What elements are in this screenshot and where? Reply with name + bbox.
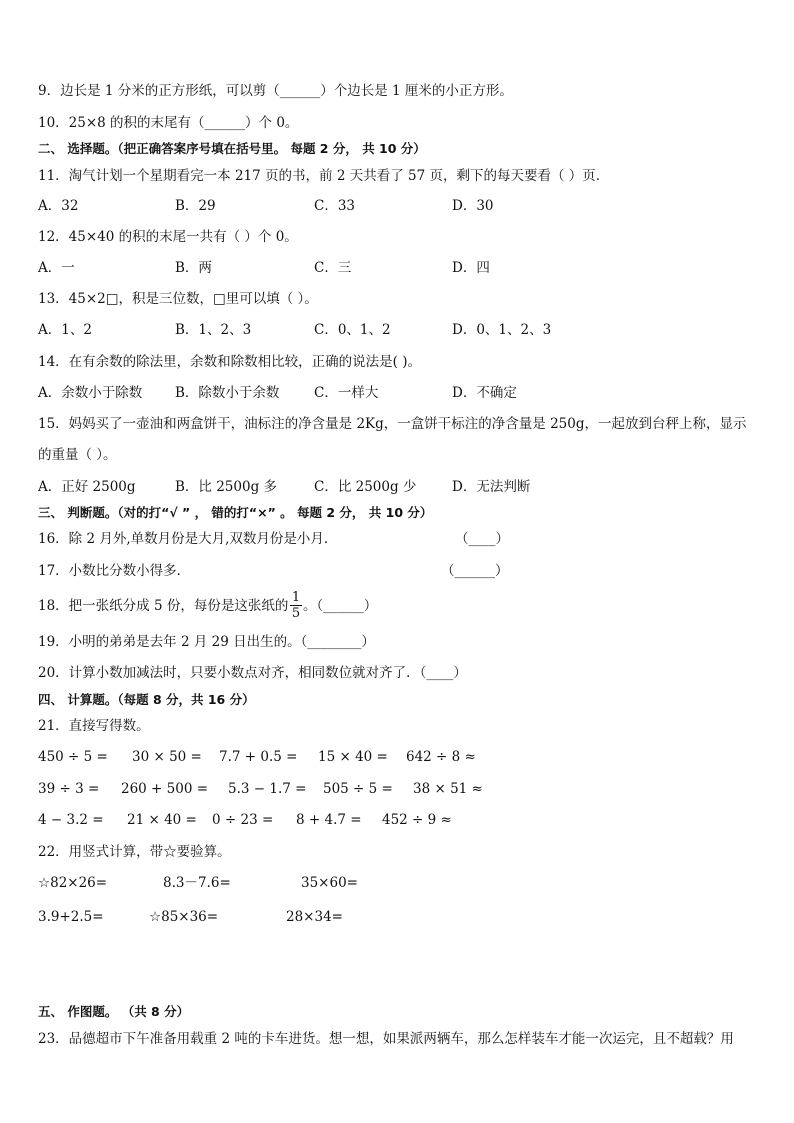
question-14: 14．在有余数的除法里，余数和除数相比较，正确的说法是( )。 xyxy=(38,354,422,370)
q14-option-d: D．不确定 xyxy=(452,385,517,401)
vertical-calc-item: 3.9+2.5= xyxy=(38,909,104,925)
q14-option-a: A．余数小于除数 xyxy=(38,385,143,401)
calc-item: 30 × 50 = xyxy=(132,749,202,765)
question-12: 12．45×40 的积的末尾一共有（ ）个 0。 xyxy=(38,229,298,245)
section-2-heading: 二、 选择题。（把正确答案序号填在括号里。 每题 2 分， 共 10 分） xyxy=(38,141,426,156)
q11-option-b: B．29 xyxy=(175,198,216,214)
section-5-heading: 五、 作图题。 （共 8 分） xyxy=(38,1004,190,1019)
calc-item: 505 ÷ 5 = xyxy=(323,781,393,797)
q15-option-d: D．无法判断 xyxy=(452,479,531,495)
vertical-calc-item: ☆82×26= xyxy=(38,875,108,891)
question-13: 13．45×2□，积是三位数，□里可以填（ ）。 xyxy=(38,291,318,307)
q13-option-a: A．1、2 xyxy=(38,322,92,338)
calc-item: 8 + 4.7 = xyxy=(296,812,362,828)
q16-answer-blank: （____） xyxy=(455,531,509,547)
calc-item: 452 ÷ 9 ≈ xyxy=(382,812,452,828)
calc-item: 0 ÷ 23 = xyxy=(212,812,274,828)
question-17: 17．小数比分数小得多． xyxy=(38,563,191,579)
vertical-calc-item: 8.3－7.6= xyxy=(163,875,231,891)
q15-option-b: B．比 2500g 多 xyxy=(175,479,278,495)
vertical-calc-item: 28×34= xyxy=(286,909,343,925)
calc-item: 21 × 40 = xyxy=(127,812,197,828)
question-10: 10．25×8 的积的末尾有（______）个 0。 xyxy=(38,115,299,131)
q11-option-d: D．30 xyxy=(452,198,494,214)
question-22: 22．用竖式计算，带☆要验算。 xyxy=(38,844,231,860)
question-9: 9．边长是 1 分米的正方形纸，可以剪（______）个边长是 1 厘米的小正方形。 xyxy=(38,83,513,99)
section-3-heading: 三、 判断题。（对的打“√ ” ， 错的打“×” 。 每题 2 分， 共 10 分） xyxy=(38,505,433,520)
q15-option-c: C．比 2500g 少 xyxy=(314,479,417,495)
vertical-calc-item: ☆85×36= xyxy=(149,909,219,925)
q13-option-c: C．0、1、2 xyxy=(314,322,391,338)
question-11: 11．淘气计划一个星期看完一本 217 页的书，前 2 天共看了 57 页，剩下的每天要看（ ）页． xyxy=(38,168,610,184)
calc-item: 39 ÷ 3 = xyxy=(38,781,100,797)
q11-option-a: A．32 xyxy=(38,198,79,214)
calc-item: 4 − 3.2 = xyxy=(38,812,104,828)
fraction-denominator: 5 xyxy=(291,606,301,621)
section-4-heading: 四、 计算题。（每题 8 分，共 16 分） xyxy=(38,692,255,707)
q12-option-b: B．两 xyxy=(175,260,212,276)
question-15-line2: 的重量（ ）。 xyxy=(38,447,117,463)
fraction-one-fifth xyxy=(290,590,302,621)
q11-option-c: C．33 xyxy=(314,198,356,214)
calc-item: 38 × 51 ≈ xyxy=(413,781,483,797)
vertical-calc-item: 35×60= xyxy=(301,875,358,891)
calc-item: 7.7 + 0.5 = xyxy=(219,749,298,765)
question-16: 16．除 2 月外,单数月份是大月,双数月份是小月． xyxy=(38,531,338,547)
question-18: 18．把一张纸分成 5 份，每份是这张纸的 xyxy=(38,598,289,614)
question-15-line1: 15．妈妈买了一壶油和两盒饼干，油标注的净含量是 2Kg，一盒饼干标注的净含量是 250g，一起放到台秤上称，显示 xyxy=(38,416,747,432)
q18-answer-blank: 。（______） xyxy=(303,598,378,614)
q14-option-c: C．一样大 xyxy=(314,385,379,401)
calc-item: 260 + 500 = xyxy=(121,781,209,797)
q12-option-a: A．一 xyxy=(38,260,75,276)
calc-item: 5.3 − 1.7 = xyxy=(228,781,307,797)
question-19: 19．小明的弟弟是去年 2 月 29 日出生的。（________） xyxy=(38,634,375,650)
question-23: 23．品德超市下午准备用载重 2 吨的卡车进货。想一想，如果派两辆车，那么怎样装车才能一次运完，且不超载？用 xyxy=(38,1031,734,1047)
q17-answer-blank: （______） xyxy=(441,563,509,579)
question-21: 21．直接写得数。 xyxy=(38,718,150,734)
q12-option-d: D．四 xyxy=(452,260,490,276)
q12-option-c: C．三 xyxy=(314,260,352,276)
calc-item: 15 × 40 = xyxy=(318,749,388,765)
q14-option-b: B．除数小于余数 xyxy=(175,385,280,401)
q13-option-b: B．1、2、3 xyxy=(175,322,252,338)
fraction-numerator: 1 xyxy=(291,590,301,605)
calc-item: 642 ÷ 8 ≈ xyxy=(406,749,476,765)
calc-item: 450 ÷ 5 = xyxy=(38,749,108,765)
question-20: 20．计算小数加减法时，只要小数点对齐，相同数位就对齐了．（____） xyxy=(38,665,467,681)
q13-option-d: D．0、1、2、3 xyxy=(452,322,552,338)
q15-option-a: A．正好 2500g xyxy=(38,479,136,495)
